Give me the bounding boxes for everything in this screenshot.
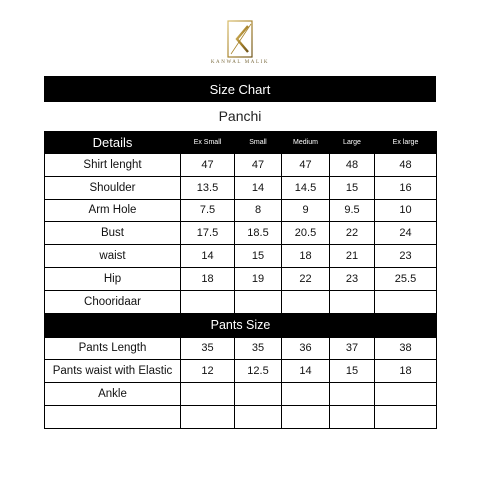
size-value-cell [330,405,375,428]
size-value-cell: 16 [375,176,437,199]
size-value-cell: 37 [330,337,375,360]
size-value-cell [375,290,437,313]
table-row [45,383,437,406]
size-value-cell: 9.5 [330,199,375,222]
size-value-cell: 21 [330,245,375,268]
size-value-cell: 18 [181,267,235,290]
size-value-cell: 47 [181,154,235,177]
header-details: Details [45,132,181,154]
size-value-cell: 24 [375,222,437,245]
size-value-cell: 38 [375,337,437,360]
header-ex-large: Ex large [375,132,437,154]
size-value-cell [282,290,330,313]
table-row [45,267,437,290]
size-value-cell: 47 [282,154,330,177]
k-monogram-icon [227,20,253,58]
size-value-cell: 10 [375,199,437,222]
size-value-cell [235,405,282,428]
product-name: Panchi [218,108,262,124]
brand-logo [0,20,480,76]
size-value-cell: 15 [330,360,375,383]
header-small: Small [235,132,282,154]
table-row [45,154,437,177]
header-ex-small: Ex Small [181,132,235,154]
size-value-cell: 19 [235,267,282,290]
size-value-cell [181,290,235,313]
table-row [45,360,437,383]
size-value-cell [375,405,437,428]
size-chart-title-bar [44,76,436,102]
size-value-cell: 23 [375,245,437,268]
page-title: Size Chart [209,81,271,97]
row-label: Shoulder [45,176,181,199]
pants-size-title: Pants Size [45,313,437,337]
size-value-cell: 23 [330,267,375,290]
size-value-cell: 14 [235,176,282,199]
row-label: Bust [45,222,181,245]
size-value-cell: 17.5 [181,222,235,245]
brand-name: KANWAL MALIK [210,60,270,65]
row-label: Pants Length [45,337,181,360]
table-row [45,222,437,245]
row-label [45,405,181,428]
size-value-cell: 18 [282,245,330,268]
size-value-cell: 25.5 [375,267,437,290]
size-value-cell: 15 [330,176,375,199]
table-row [45,290,437,313]
size-value-cell: 14 [282,360,330,383]
size-value-cell: 15 [235,245,282,268]
size-value-cell: 14.5 [282,176,330,199]
size-value-cell [282,405,330,428]
size-value-cell: 22 [282,267,330,290]
size-value-cell [330,290,375,313]
table-row [45,245,437,268]
size-value-cell: 35 [235,337,282,360]
header-medium: Medium [282,132,330,154]
size-chart-table [44,131,437,429]
size-value-cell [282,383,330,406]
row-label: waist [45,245,181,268]
row-label: Ankle [45,383,181,406]
table-row [45,337,437,360]
size-value-cell [181,405,235,428]
row-label: Shirt lenght [45,154,181,177]
row-label: Arm Hole [45,199,181,222]
size-value-cell: 22 [330,222,375,245]
size-value-cell: 7.5 [181,199,235,222]
size-value-cell: 20.5 [282,222,330,245]
size-value-cell: 13.5 [181,176,235,199]
size-value-cell: 9 [282,199,330,222]
size-value-cell [330,383,375,406]
size-value-cell: 8 [235,199,282,222]
size-value-cell [181,383,235,406]
row-label: Chooridaar [45,290,181,313]
size-value-cell: 12 [181,360,235,383]
size-value-cell: 14 [181,245,235,268]
header-large: Large [330,132,375,154]
table-header-row [45,132,437,154]
table-row [45,199,437,222]
size-value-cell [235,290,282,313]
size-value-cell: 47 [235,154,282,177]
size-value-cell: 12.5 [235,360,282,383]
size-value-cell [235,383,282,406]
row-label: Hip [45,267,181,290]
size-value-cell: 18.5 [235,222,282,245]
size-value-cell: 36 [282,337,330,360]
size-value-cell: 18 [375,360,437,383]
size-value-cell: 48 [375,154,437,177]
table-row [45,176,437,199]
size-value-cell [375,383,437,406]
pants-size-header-row [45,313,437,337]
size-value-cell: 35 [181,337,235,360]
row-label: Pants waist with Elastic [45,360,181,383]
size-value-cell: 48 [330,154,375,177]
table-row [45,405,437,428]
